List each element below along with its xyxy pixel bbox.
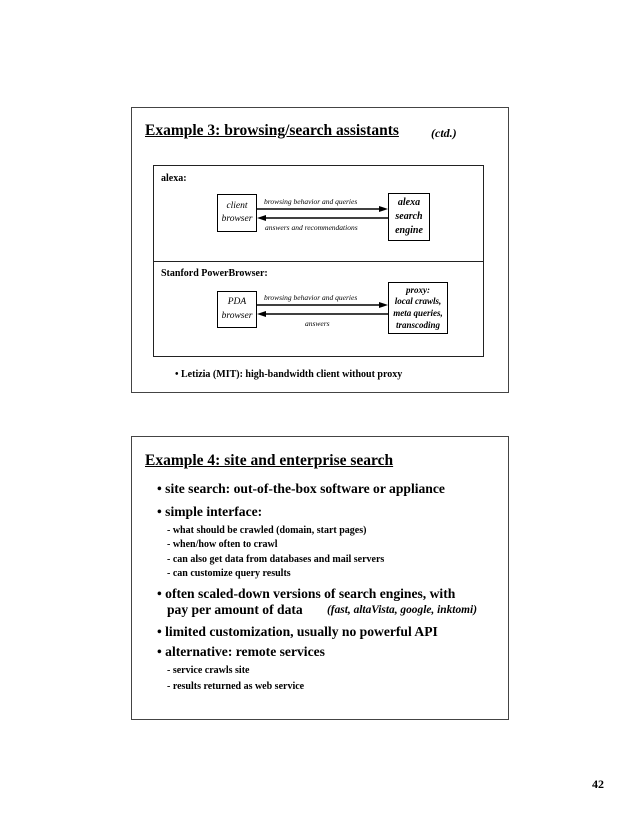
sub-item: - can also get data from databases and mail servers	[167, 554, 385, 565]
arrowhead-right-icon	[379, 206, 388, 212]
diagram-panel	[153, 165, 484, 357]
bullet-alternative: • alternative: remote services	[157, 644, 325, 659]
arrow-label-queries: browsing behavior and queries	[264, 197, 358, 206]
arrowhead-left-icon	[257, 215, 266, 221]
pda-browser-box: PDA browser	[217, 291, 257, 328]
arrow-label-queries-2: browsing behavior and queries	[264, 293, 358, 302]
panel-label-alexa: alexa:	[161, 173, 187, 184]
arrow-label-answers-2: answers	[305, 319, 330, 328]
scaled-examples: (fast, altaVista, google, inktomi)	[327, 604, 477, 616]
alexa-arrows	[257, 206, 388, 222]
panel-divider	[154, 261, 483, 262]
sub-item: - results returned as web service	[167, 681, 305, 692]
bullet-scaled-down: • often scaled-down versions of search engines, with	[157, 586, 456, 601]
sub-item: - when/how often to crawl	[167, 539, 278, 550]
stanford-arrows	[257, 302, 388, 318]
slide-title: Example 3: browsing/search assistants	[145, 122, 399, 139]
sub-item: - can customize query results	[167, 568, 291, 579]
page-number: 42	[592, 777, 604, 791]
panel-label-stanford: Stanford PowerBrowser:	[161, 268, 268, 279]
title-suffix: (ctd.)	[431, 126, 457, 140]
sub-item: - what should be crawled (domain, start pages)	[167, 525, 367, 536]
arrowhead-left-icon	[257, 311, 266, 317]
client-browser-box: client browser	[217, 194, 257, 232]
slide-example-3	[131, 107, 509, 393]
bullet-scaled-down-cont: pay per amount of data	[167, 602, 303, 617]
sub-item: - service crawls site	[167, 665, 250, 676]
slide-title: Example 4: site and enterprise search	[145, 452, 394, 469]
footnote-letizia: • Letizia (MIT): high-bandwidth client without proxy	[175, 369, 403, 380]
arrowhead-right-icon	[379, 302, 388, 308]
bullet-simple-interface: • simple interface:	[157, 504, 263, 519]
bullet-site-search: • site search: out-of-the-box software or appliance	[157, 481, 445, 496]
alexa-search-engine-box: alexa search engine	[388, 193, 430, 241]
arrow-label-answers: answers and recommendations	[265, 223, 358, 232]
slide-example-4	[131, 436, 509, 720]
proxy-box: proxy: local crawls, meta queries, transcoding	[388, 282, 448, 334]
bullet-limited: • limited customization, usually no powerful API	[157, 624, 438, 639]
